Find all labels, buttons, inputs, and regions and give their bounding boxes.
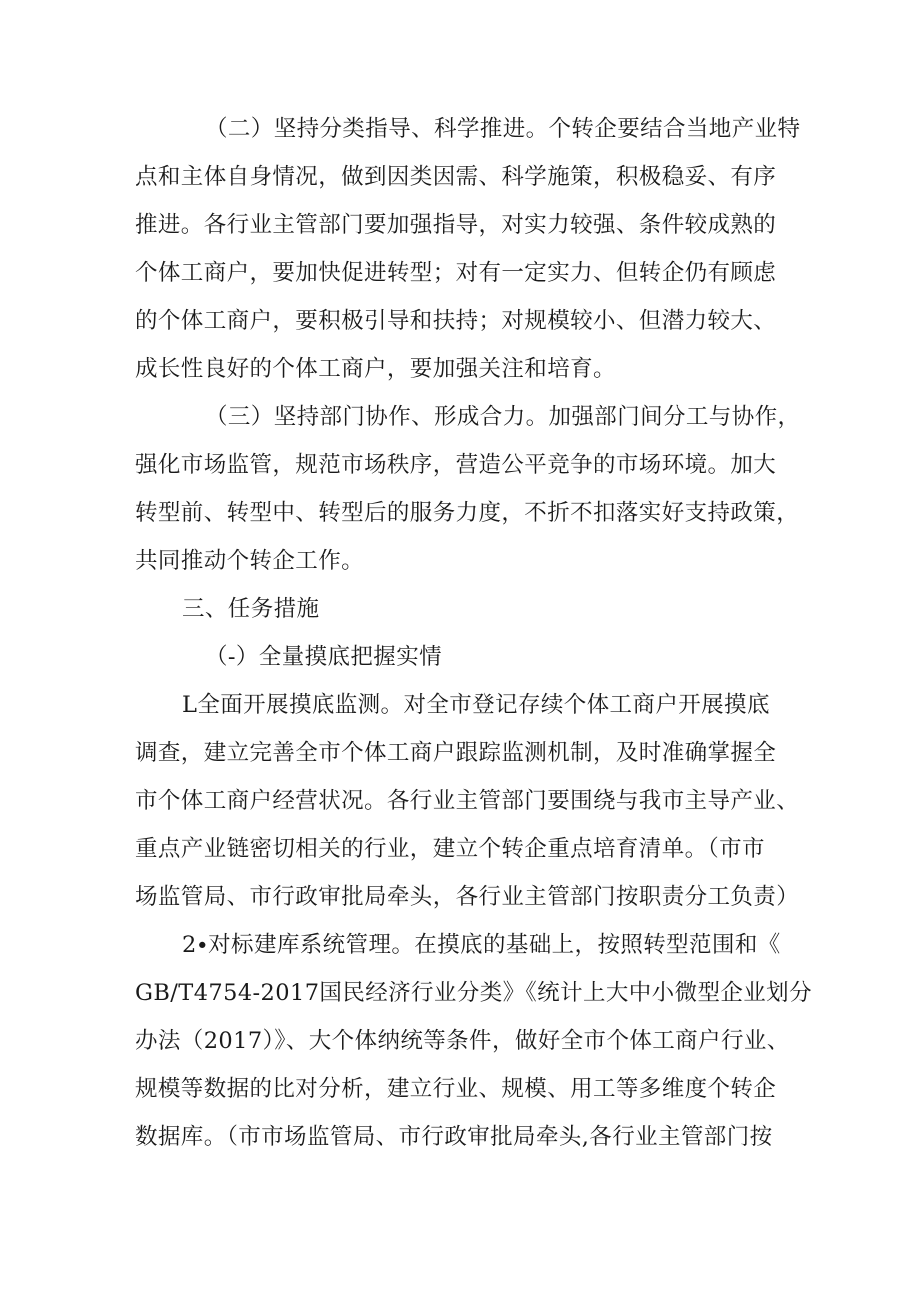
section-heading: 三、任务措施 — [182, 596, 320, 622]
text-line: （三）坚持部门协作、形成合力。加强部门间分工与协作， — [205, 404, 801, 430]
text-line: 个体工商户，要加快促进转型；对有一定实力、但转企仍有顾虑 — [135, 260, 777, 286]
text-line: 转型前、转型中、转型后的服务力度，不折不扣落实好支持政策， — [135, 500, 800, 526]
text-line: 调查，建立完善全市个体工商户跟踪监测机制，及时准确掌握全 — [135, 740, 777, 766]
text-line: 数据库。（市市场监管局、市行政审批局牵头,各行业主管部门按 — [135, 1124, 773, 1150]
text-line: GB/T4754-2017国民经济行业分类》《统计上大中小微型企业划分 — [135, 980, 812, 1006]
text-line: 成长性良好的个体工商户，要加强关注和培育。 — [135, 356, 616, 382]
text-line: （二）坚持分类指导、科学推进。个转企要结合当地产业特 — [205, 116, 801, 142]
text-line: 推进。各行业主管部门要加强指导，对实力较强、条件较成熟的 — [135, 212, 777, 238]
sub-heading: （-）全量摸底把握实情 — [205, 644, 443, 670]
text-line: 规模等数据的比对分析，建立行业、规模、用工等多维度个转企 — [135, 1076, 777, 1102]
text-line: 共同推动个转企工作。 — [135, 548, 365, 574]
text-line: 场监管局、市行政审批局牵头，各行业主管部门按职责分工负责） — [135, 884, 800, 910]
text-line: 点和主体自身情况，做到因类因需、科学施策，积极稳妥、有序 — [135, 164, 777, 190]
text-line: 强化市场监管，规范市场秩序，营造公平竞争的市场环境。加大 — [135, 452, 777, 478]
text-line: 市个体工商户经营状况。各行业主管部门要围绕与我市主导产业、 — [135, 788, 800, 814]
text-line: 重点产业链密切相关的行业，建立个转企重点培育清单。（市市 — [135, 836, 765, 862]
text-line: 2∙对标建库系统管理。在摸底的基础上，按照转型范围和《 — [182, 932, 781, 958]
text-line: 办法（2017）》、大个体纳统等条件，做好全市个体工商户行业、 — [135, 1028, 790, 1054]
text-line: L全面开展摸底监测。对全市登记存续个体工商户开展摸底 — [182, 692, 770, 718]
text-line: 的个体工商户，要积极引导和扶持；对规模较小、但潜力较大、 — [135, 308, 777, 334]
